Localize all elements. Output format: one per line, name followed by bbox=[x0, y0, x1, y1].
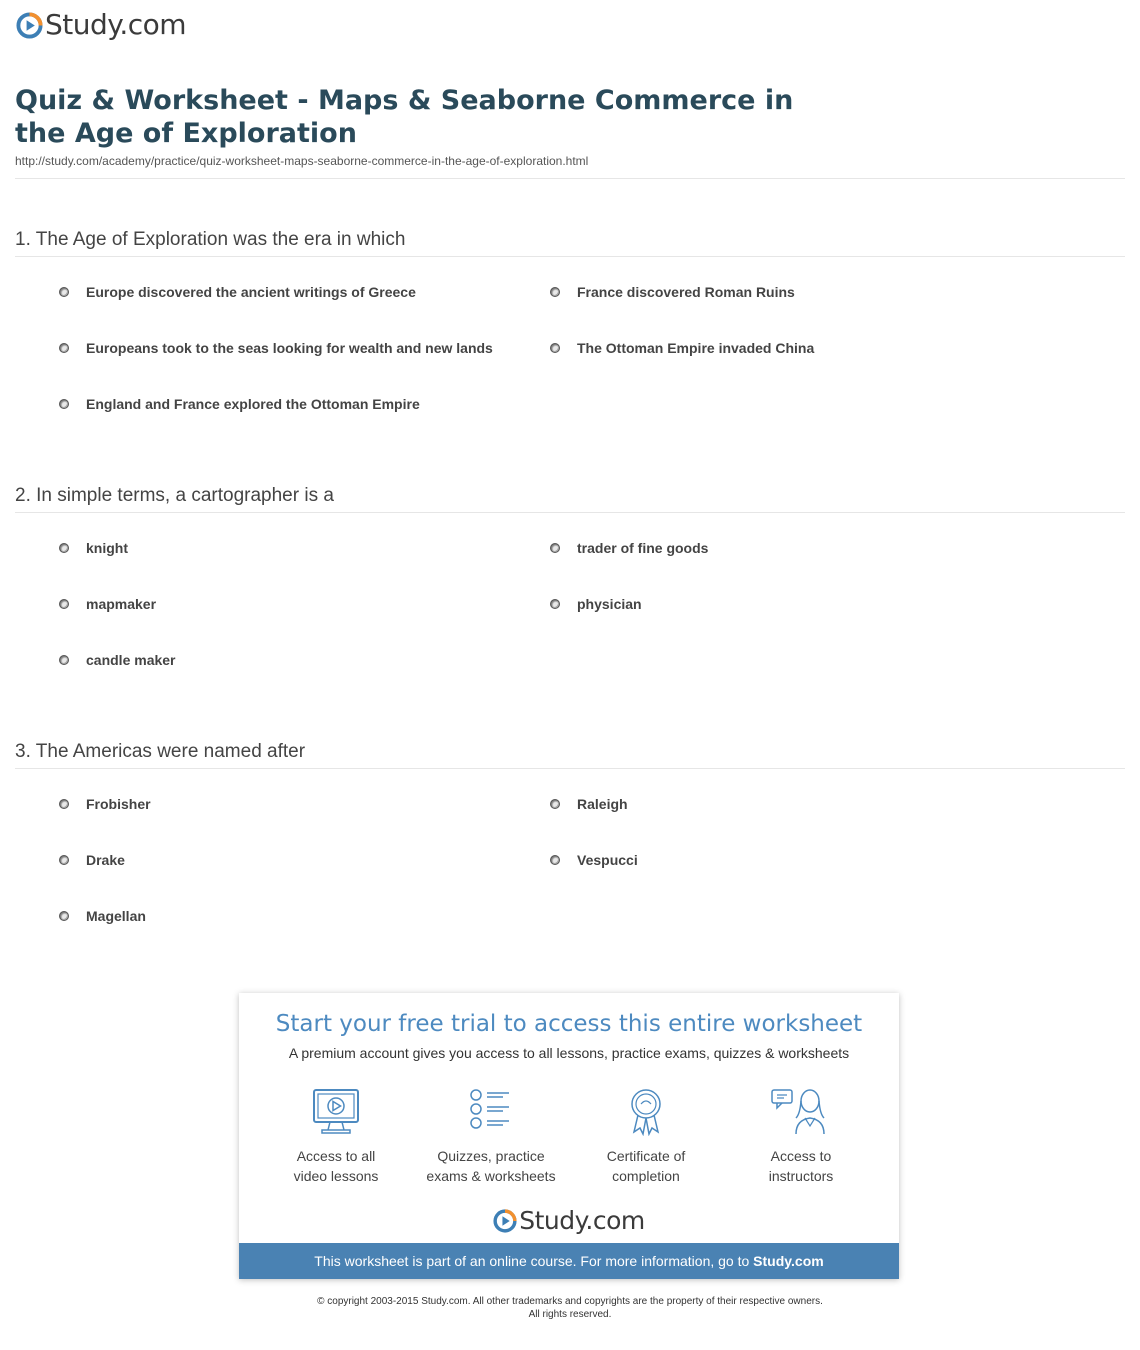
feature-line: exams & worksheets bbox=[426, 1168, 556, 1184]
answer-option[interactable] bbox=[550, 540, 708, 556]
feature-label bbox=[721, 1146, 881, 1186]
radio-button[interactable] bbox=[59, 543, 69, 553]
feature-label bbox=[256, 1146, 416, 1186]
copyright-text: © copyright 2003-2015 Study.com. All other trademarks and copyrights are the property of their respective owners. bbox=[317, 1296, 823, 1307]
quiz-list-icon bbox=[465, 1086, 517, 1136]
divider bbox=[15, 256, 1125, 257]
course-info-bar bbox=[239, 1243, 899, 1279]
course-info-text: This worksheet is part of an online course. For more information, go to bbox=[314, 1253, 754, 1269]
answer-option[interactable] bbox=[59, 340, 493, 356]
divider bbox=[15, 512, 1125, 513]
page-title: Quiz & Worksheet - Maps & Seaborne Commerce in the Age of Exploration bbox=[15, 85, 794, 149]
answer-option[interactable] bbox=[59, 284, 416, 300]
feature-instructors bbox=[721, 1086, 881, 1186]
answer-label: physician bbox=[577, 596, 642, 612]
logo-text: Study.com bbox=[45, 8, 187, 41]
answer-label: trader of fine goods bbox=[577, 540, 709, 556]
radio-button[interactable] bbox=[59, 655, 69, 665]
answer-option[interactable] bbox=[550, 796, 628, 812]
radio-button[interactable] bbox=[59, 599, 69, 609]
radio-button[interactable] bbox=[550, 799, 560, 809]
feature-video-lessons bbox=[256, 1086, 416, 1186]
free-trial-title[interactable]: Start your free trial to access this entire worksheet bbox=[275, 1011, 863, 1037]
feature-certificate bbox=[566, 1086, 726, 1186]
answer-option[interactable] bbox=[59, 796, 151, 812]
answer-label: Europe discovered the ancient writings of Greece bbox=[86, 284, 416, 300]
feature-line: Access to all bbox=[296, 1148, 376, 1164]
answer-label: Drake bbox=[86, 852, 125, 868]
play-logo-icon bbox=[493, 1209, 517, 1233]
answer-option[interactable] bbox=[550, 852, 638, 868]
radio-button[interactable] bbox=[550, 543, 560, 553]
feature-quizzes bbox=[411, 1086, 571, 1186]
answer-label: knight bbox=[86, 540, 128, 556]
answer-option[interactable] bbox=[59, 596, 156, 612]
copyright bbox=[0, 1295, 1140, 1321]
answer-label: England and France explored the Ottoman Empire bbox=[86, 396, 420, 412]
answer-label: Frobisher bbox=[86, 796, 151, 812]
radio-button[interactable] bbox=[59, 911, 69, 921]
feature-line: completion bbox=[612, 1168, 680, 1184]
feature-label bbox=[566, 1146, 726, 1186]
radio-button[interactable] bbox=[550, 287, 560, 297]
radio-button[interactable] bbox=[550, 343, 560, 353]
answer-option[interactable] bbox=[59, 852, 125, 868]
rights-text: All rights reserved. bbox=[528, 1309, 612, 1320]
radio-button[interactable] bbox=[59, 343, 69, 353]
answer-option[interactable] bbox=[59, 540, 128, 556]
logo-text: Study.com bbox=[519, 1206, 645, 1235]
play-logo-icon bbox=[16, 12, 43, 39]
radio-button[interactable] bbox=[59, 287, 69, 297]
study-logo[interactable] bbox=[16, 10, 186, 40]
feature-line: instructors bbox=[768, 1168, 834, 1184]
free-trial-subtitle: A premium account gives you access to all lessons, practice exams, quizzes & worksheets bbox=[288, 1045, 850, 1061]
divider bbox=[15, 768, 1125, 769]
question-2: 2. In simple terms, a cartographer is a bbox=[15, 485, 334, 506]
answer-option[interactable] bbox=[550, 340, 814, 356]
answer-label: Europeans took to the seas looking for wealth and new lands bbox=[86, 340, 493, 356]
answer-label: mapmaker bbox=[86, 596, 157, 612]
free-trial-card[interactable] bbox=[239, 993, 899, 1279]
answer-label: candle maker bbox=[86, 652, 176, 668]
card-study-logo[interactable] bbox=[239, 1207, 899, 1235]
answer-label: Vespucci bbox=[577, 852, 638, 868]
radio-button[interactable] bbox=[59, 855, 69, 865]
answer-label: Raleigh bbox=[577, 796, 628, 812]
divider bbox=[15, 178, 1125, 179]
answer-option[interactable] bbox=[550, 596, 642, 612]
study-link[interactable]: Study.com bbox=[753, 1253, 824, 1269]
answer-label: The Ottoman Empire invaded China bbox=[577, 340, 815, 356]
answer-label: France discovered Roman Ruins bbox=[577, 284, 795, 300]
page-url[interactable]: http://study.com/academy/practice/quiz-worksheet-maps-seaborne-commerce-in-the-age-of-exploration.html bbox=[15, 154, 589, 168]
answer-option[interactable] bbox=[59, 652, 176, 668]
radio-button[interactable] bbox=[59, 799, 69, 809]
answer-option[interactable] bbox=[59, 396, 420, 412]
feature-label bbox=[411, 1146, 571, 1186]
feature-line: Certificate of bbox=[606, 1148, 686, 1164]
question-1: 1. The Age of Exploration was the era in which bbox=[15, 229, 406, 250]
answer-option[interactable] bbox=[550, 284, 795, 300]
answer-option[interactable] bbox=[59, 908, 146, 924]
radio-button[interactable] bbox=[59, 399, 69, 409]
feature-line: Quizzes, practice bbox=[437, 1148, 545, 1164]
feature-line: Access to bbox=[770, 1148, 832, 1164]
video-lesson-icon bbox=[310, 1086, 362, 1136]
question-3: 3. The Americas were named after bbox=[15, 741, 306, 762]
radio-button[interactable] bbox=[550, 599, 560, 609]
certificate-icon bbox=[620, 1086, 672, 1136]
answer-label: Magellan bbox=[86, 908, 146, 924]
instructor-icon bbox=[770, 1086, 832, 1136]
radio-button[interactable] bbox=[550, 855, 560, 865]
feature-line: video lessons bbox=[293, 1168, 379, 1184]
